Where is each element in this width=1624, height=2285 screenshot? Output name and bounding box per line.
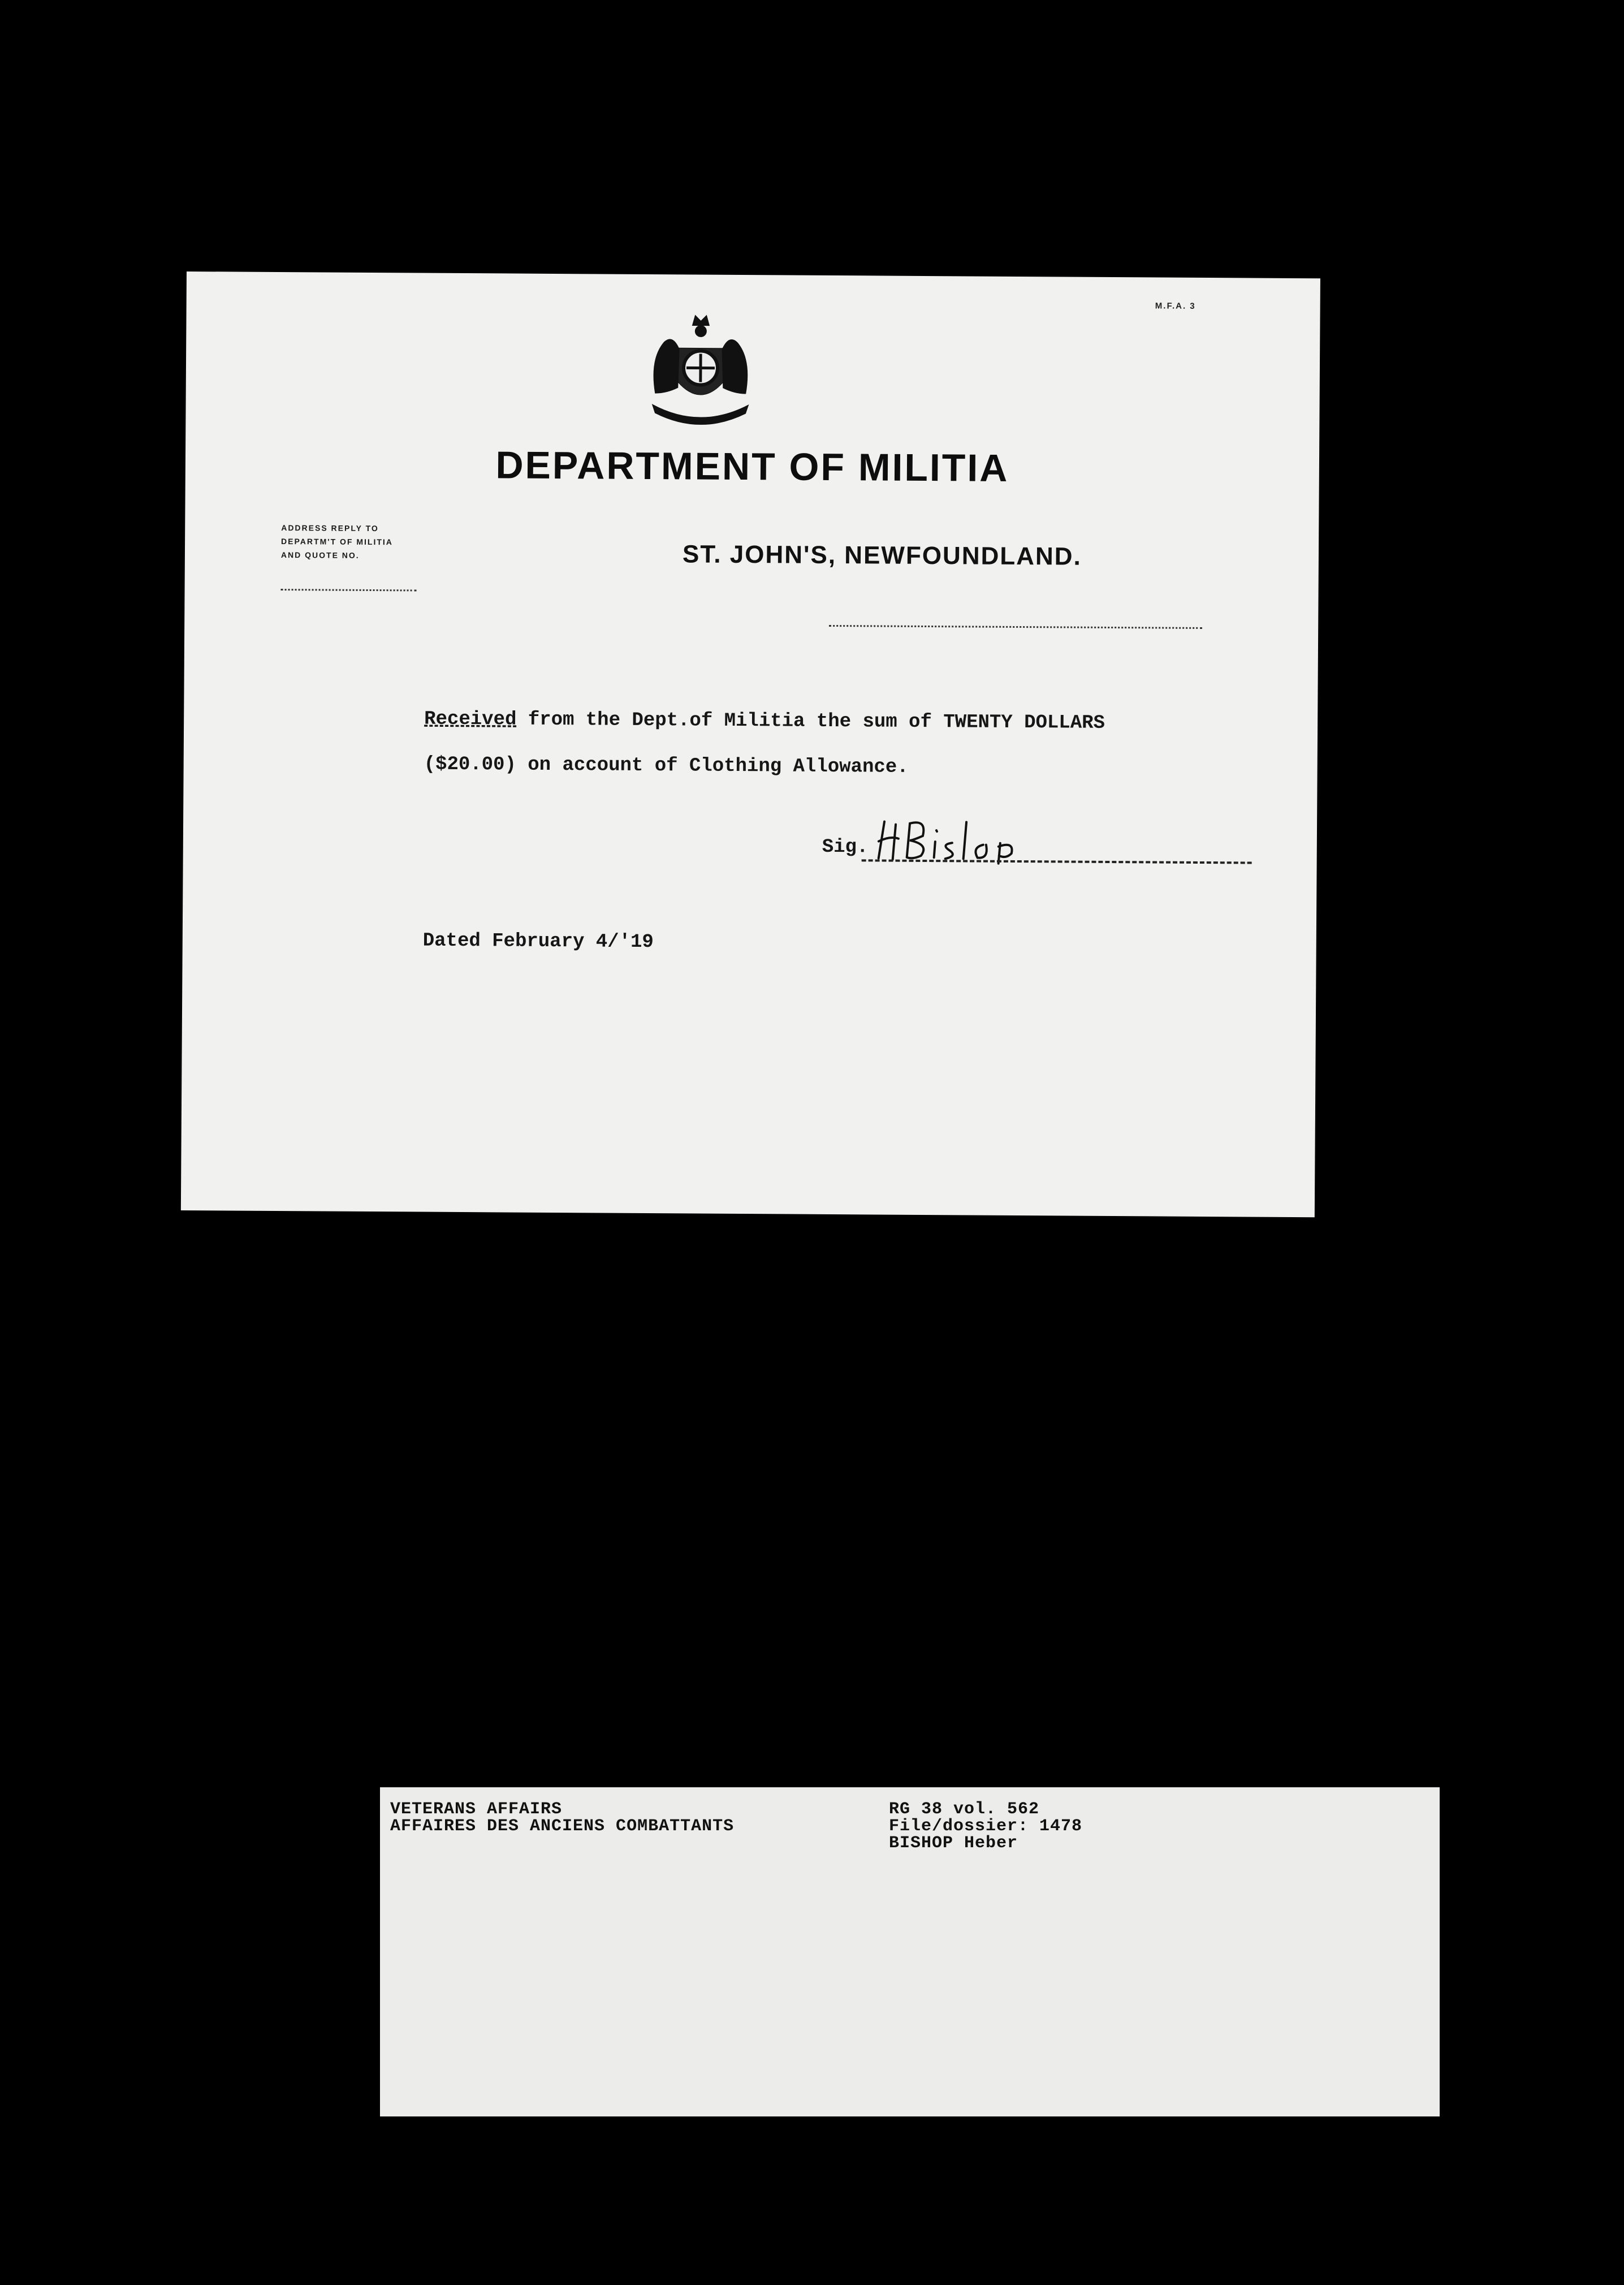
archive-reference-line: File/dossier: 1478 [889,1817,1083,1836]
date-rule [829,625,1202,629]
archive-reference-line: BISHOP Heber [889,1834,1018,1853]
handwritten-signature [873,813,1060,865]
coat-of-arms-icon [638,308,763,433]
received-word: Received [424,708,517,731]
receipt-body-line-1 [424,709,1105,734]
body-line-1-text: from the Dept.of Militia the sum of TWENTY DOLLARS [516,709,1105,734]
address-reply-line: DEPARTM'T OF MILITIA [281,537,393,547]
department-title: DEPARTMENT OF MILITIA [495,443,1009,490]
place-line: ST. JOHN'S, NEWFOUNDLAND. [682,540,1082,571]
archive-file-reference [889,1801,1082,1852]
archive-reference-card [380,1787,1440,2116]
archive-department-line: AFFAIRES DES ANCIENS COMBATTANTS [390,1817,735,1836]
receipt-body-line-2: ($20.00) on account of Clothing Allowance. [424,753,909,778]
receipt-document [181,271,1320,1217]
address-reply-line: AND QUOTE NO. [280,550,360,560]
date-line: Dated February 4/'19 [422,930,654,954]
archive-department [390,1801,734,1835]
archive-department-line: VETERANS AFFAIRS [390,1800,563,1819]
archive-reference-line: RG 38 vol. 562 [889,1800,1040,1819]
signature-label: Sig. [822,836,869,859]
address-reply-line: ADDRESS REPLY TO [281,523,379,533]
address-reply-note [281,521,393,562]
form-code: M.F.A. 3 [1155,301,1196,311]
reference-number-rule [281,589,417,591]
